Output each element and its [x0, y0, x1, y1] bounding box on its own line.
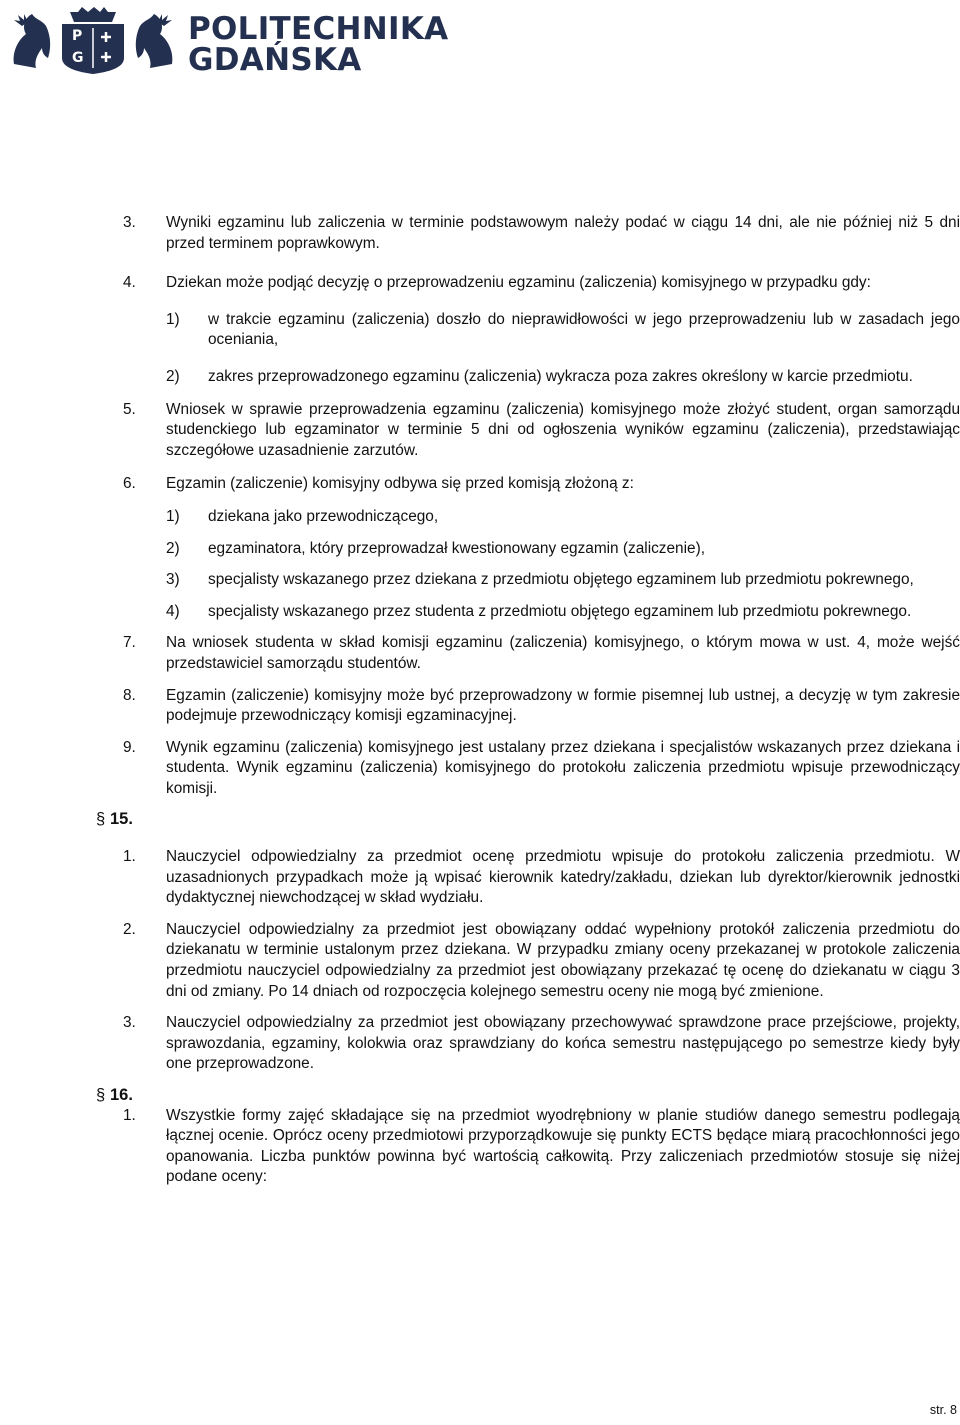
item-number: 3.: [123, 214, 136, 231]
item-number: 4.: [123, 274, 136, 292]
section-heading: [96, 1085, 960, 1106]
sub-item-number: 2): [166, 539, 180, 557]
sub-item-text: specjalisty wskazanego przez dziekana z przedmiotu objętego egzaminem lub przedmiotu pokrewnego,: [208, 571, 914, 589]
item-text: Wynik egzaminu (zaliczenia) komisyjnego jest ustalany przez dziekana i specjalistów wskazanych przez dziekana i studenta. Wynik egzaminu (zaliczenia) komisyjnego do protokołu zaliczenia przedmiotu wpisuje przewodniczący komisji.: [166, 738, 960, 797]
sub-item-number: 2): [166, 367, 180, 385]
item-number: 9.: [123, 738, 136, 756]
sub-item-text: specjalisty wskazanego przez studenta z przedmiotu objętego egzaminem lub przedmiotu pokrewnego.: [208, 602, 912, 620]
university-name: [188, 11, 449, 78]
item-text: Egzamin (zaliczenie) komisyjny może być przeprowadzony w formie pisemnej lub ustnej, a decyzję w tym zakresie podejmuje przewodniczący komisji egzaminacyjnej.: [166, 686, 960, 725]
list-item: [96, 920, 960, 1002]
shield-letter-p: P: [72, 28, 83, 44]
list-item: [96, 213, 960, 254]
page-number: str. 8: [929, 1403, 957, 1418]
section-number: 15.: [110, 810, 133, 829]
item-text: Wyniki egzaminu lub zaliczenia w terminie podstawowym należy podać w ciągu 14 dni, ale nie później niż 5 dni przed terminem poprawkowym.: [166, 214, 960, 252]
item-text: Nauczyciel odpowiedzialny za przedmiot ocenę przedmiotu wpisuje do protokołu zaliczenia przedmiotu. W uzasadnionych przypadkach może ją wpisać kierownik katedry/zakładu, dziekan lub dyrektor/kierownik jednostki dydaktycznej niewchodzącej w skład wydziału.: [166, 848, 960, 907]
sub-item-text: zakres przeprowadzonego egzaminu (zaliczenia) wykracza poza zakres określony w karcie przedmiotu.: [208, 367, 913, 385]
sub-item-text: w trakcie egzaminu (zaliczenia) doszło do nieprawidłowości w jego przeprowadzeniu lub w zasadach jego oceniania,: [208, 310, 960, 349]
sub-item: [96, 367, 960, 388]
section-number: 16.: [110, 1086, 133, 1104]
item-text: Nauczyciel odpowiedzialny za przedmiot jest obowiązany oddać wypełniony protokół zaliczenia przedmiotu do dziekanatu w terminie ustalonym przez dziekana. W przypadku zmiany oceny przekazanej w protokole zaliczenia przedmiotu nauczyciel odpowiedzialny za przedmiot jest obowiązany przekazać tę ocenę do dziekanatu w ciągu 3 dni od zmiany. Po 14 dniach od rozpoczęcia kolejnego semestru oceny nie mogą być zmienione.: [166, 920, 960, 1000]
item-number: 2.: [123, 920, 136, 938]
item-text: Nauczyciel odpowiedzialny za przedmiot jest obowiązany przechowywać sprawdzone prace przejściowe, projekty, sprawozdania, egzaminy, kolokwia oraz sprawdziany do końca semestru następującego po semestrze kiedy były one przeprowadzone.: [166, 1014, 960, 1073]
sub-item-number: 4): [166, 602, 180, 620]
sub-item-text: dziekana jako przewodniczącego,: [208, 507, 439, 525]
list-item: [96, 1013, 960, 1075]
sub-item: [96, 507, 960, 528]
item-text: Wszystkie formy zajęć składające się na przedmiot wyodrębniony w planie studiów danego semestru podlegają łącznej ocenie. Oprócz oceny przedmiotowi przyporządkowuje się punkty ECTS będące miarą pracochłonności jego opanowania. Liczba punktów powinna być wartością całkowitą. Przy zaliczeniach przedmiotów stosuje się niżej podane oceny:: [166, 1106, 960, 1186]
list-item: [96, 847, 960, 909]
item-text: Egzamin (zaliczenie) komisyjny odbywa się przed komisją złożoną z:: [166, 475, 634, 493]
item-number: 5.: [123, 400, 136, 418]
section-sign: §: [96, 1086, 106, 1104]
item-text: Wniosek w sprawie przeprowadzenia egzaminu (zaliczenia) komisyjnego może złożyć student, organ samorządu studenckiego lub egzaminator w terminie 5 dni od ogłoszenia wyników egzaminu (zaliczenia), przedstawiając szczegółowe uzasadnienie zarzutów.: [166, 400, 960, 459]
section-sign: §: [96, 810, 106, 829]
list-item: [96, 686, 960, 727]
list-item: [96, 400, 960, 462]
list-item: [96, 474, 960, 495]
item-number: 3.: [123, 1014, 136, 1032]
item-number: 1.: [123, 1106, 136, 1124]
item-text: Dziekan może podjąć decyzję o przeprowadzeniu egzaminu (zaliczenia) komisyjnego w przypadku gdy:: [166, 274, 871, 292]
university-name-line1: POLITECHNIKA: [188, 11, 449, 47]
sub-item: [96, 539, 960, 560]
item-number: 6.: [123, 475, 136, 493]
sub-item-number: 3): [166, 571, 180, 589]
sub-item: [96, 310, 960, 351]
item-text: Na wniosek studenta w skład komisji egzaminu (zaliczenia) komisyjnego, o którym mowa w ust. 4, może wejść przedstawiciel samorządu studentów.: [166, 634, 960, 672]
sub-item-number: 1): [166, 310, 180, 328]
list-item: [96, 738, 960, 800]
sub-item: [96, 570, 960, 591]
sub-item: [96, 602, 960, 623]
list-item: [96, 1106, 960, 1188]
item-number: 1.: [123, 848, 136, 866]
coat-of-arms-icon: [8, 6, 178, 76]
list-item: [96, 273, 960, 294]
list-item: [96, 633, 960, 674]
item-number: 8.: [123, 686, 136, 704]
sub-item-number: 1): [166, 507, 180, 525]
document-body: [96, 213, 960, 1188]
university-name-line2: GDAŃSKA: [188, 42, 362, 78]
item-number: 7.: [123, 634, 136, 652]
shield-letter-g: G: [72, 50, 84, 66]
section-heading: [96, 809, 960, 830]
university-logo: [8, 6, 449, 78]
sub-item-text: egzaminatora, który przeprowadzał kwestionowany egzamin (zaliczenie),: [208, 539, 706, 557]
